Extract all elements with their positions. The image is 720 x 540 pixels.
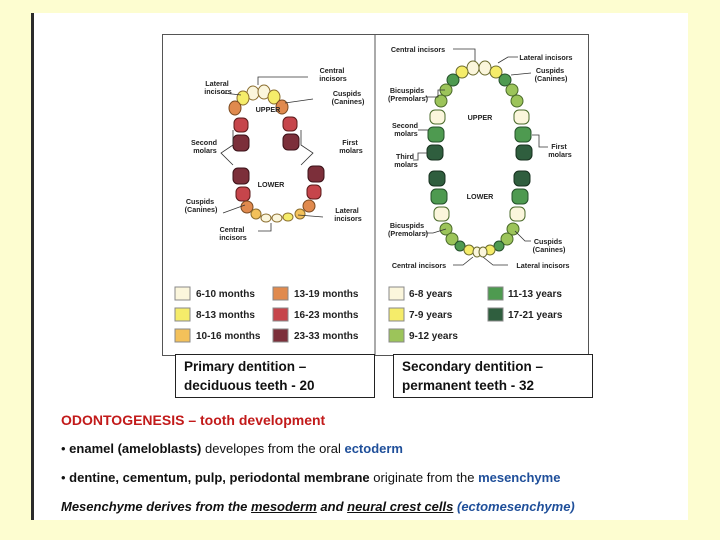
legend-swatch — [273, 287, 288, 300]
tooth — [431, 189, 447, 204]
legend-swatch — [273, 329, 288, 342]
heading-rest: – tooth development — [184, 412, 326, 428]
legend-swatch — [488, 287, 503, 300]
tooth — [295, 209, 305, 219]
legend-label: 13-19 months — [294, 289, 359, 300]
legend-swatch — [175, 329, 190, 342]
mesenchyme-term: mesenchyme — [478, 470, 561, 485]
primary-lateral-incisors-bottom-label: Lateral incisors — [334, 206, 362, 223]
neural-crest-term: neural crest cells — [347, 499, 454, 514]
secondary-dentition-caption — [393, 354, 593, 398]
primary-first-molars-label: First molars — [339, 138, 363, 155]
primary-cuspids-top-label: Cuspids (Canines) — [331, 89, 365, 106]
tooth — [510, 207, 525, 221]
tooth — [430, 110, 445, 124]
tooth — [464, 245, 474, 255]
legend-swatch — [389, 287, 404, 300]
primary-dentition-caption — [175, 354, 375, 398]
tooth — [308, 166, 324, 182]
tooth — [303, 200, 315, 212]
secondary-legend — [389, 287, 563, 342]
tooth — [427, 145, 443, 160]
tooth — [494, 241, 504, 251]
primary-cuspids-bottom-label: Cuspids (Canines) — [184, 197, 218, 214]
tooth — [233, 135, 249, 151]
primary-upper-label: UPPER — [255, 105, 281, 114]
legend-swatch — [389, 308, 404, 321]
mesoderm-term: mesoderm — [251, 499, 317, 514]
tooth — [272, 214, 282, 222]
secondary-lower-label: LOWER — [466, 192, 494, 201]
tooth — [283, 213, 293, 221]
dentition-figure — [162, 34, 589, 356]
tooth — [512, 189, 528, 204]
legend-label: 9-12 years — [409, 331, 458, 342]
ectoderm-term: ectoderm — [344, 441, 403, 456]
secondary-cuspids-bottom-label: Cuspids (Canines) — [532, 237, 566, 254]
legend-label: 23-33 months — [294, 331, 359, 342]
primary-lateral-incisors-top-label: Lateral incisors — [204, 79, 232, 96]
legend-label: 11-13 years — [508, 289, 562, 300]
legend-label: 16-23 months — [294, 310, 359, 321]
primary-second-molars-label: Second molars — [191, 138, 217, 155]
tooth — [514, 171, 530, 186]
tooth — [479, 247, 487, 257]
tooth — [283, 134, 299, 150]
tooth — [434, 207, 449, 221]
primary-legend — [175, 287, 359, 342]
tooth — [506, 84, 518, 96]
tooth — [233, 168, 249, 184]
legend-label: 6-10 months — [196, 289, 255, 300]
enamel-text: developes from the oral — [201, 441, 345, 456]
caption-line: Primary dentition – — [184, 359, 307, 374]
legend-label: 17-21 years — [508, 310, 563, 321]
secondary-third-molars-label: Third molars — [394, 152, 418, 169]
tooth — [251, 209, 261, 219]
secondary-lateral-incisors-bottom-label: Lateral incisors — [516, 261, 570, 270]
legend-label: 8-13 months — [196, 310, 255, 321]
secondary-central-incisors-bottom-label: Central incisors — [391, 261, 447, 270]
left-accent-bar — [31, 13, 34, 520]
mesenchyme-origin-line — [61, 499, 681, 514]
tooth — [234, 118, 248, 132]
tooth — [514, 110, 529, 124]
tooth — [236, 187, 250, 201]
legend-swatch — [488, 308, 503, 321]
secondary-first-molars-label: First molars — [548, 142, 572, 159]
primary-central-incisors-bottom-label: Central incisors — [219, 225, 247, 242]
legend-swatch — [273, 308, 288, 321]
legend-swatch — [389, 329, 404, 342]
legend-swatch — [175, 308, 190, 321]
heading-keyword: ODONTOGENESIS — [61, 412, 185, 428]
legend-swatch — [175, 287, 190, 300]
secondary-bicuspids-bottom-label: Bicuspids (Premolars) — [388, 221, 428, 238]
origin-and: and — [316, 499, 348, 514]
tooth — [515, 127, 531, 142]
dentine-bullet — [61, 470, 681, 485]
tooth — [283, 117, 297, 131]
tooth — [229, 101, 241, 115]
caption-line: permanent teeth - 32 — [402, 378, 535, 393]
secondary-upper-label: UPPER — [467, 113, 493, 122]
secondary-lateral-incisors-top-label: Lateral incisors — [519, 53, 573, 62]
secondary-central-incisors-top-label: Central incisors — [390, 45, 446, 54]
tooth — [241, 201, 253, 213]
legend-label: 10-16 months — [196, 331, 261, 342]
legend-label: 7-9 years — [409, 310, 453, 321]
dentition-svg — [163, 35, 588, 355]
tooth — [479, 61, 491, 75]
tooth — [261, 214, 271, 222]
secondary-second-molars-label: Second molars — [392, 121, 418, 138]
bullet-mark: • — [61, 470, 70, 485]
tooth — [429, 171, 445, 186]
enamel-bullet — [61, 441, 681, 456]
enamel-term: enamel (ameloblasts) — [69, 441, 202, 456]
odontogenesis-heading — [61, 412, 681, 428]
primary-central-incisors-top-label: Central incisors — [319, 66, 347, 83]
caption-line: Secondary dentition – — [402, 359, 544, 374]
ectomesenchyme-term: (ectomesenchyme) — [456, 499, 575, 514]
legend-label: 6-8 years — [409, 289, 453, 300]
caption-line: deciduous teeth - 20 — [184, 378, 315, 393]
tooth — [455, 241, 465, 251]
origin-text: Mesenchyme derives from the — [61, 499, 252, 514]
tooth — [511, 95, 523, 107]
secondary-bicuspids-top-label: Bicuspids (Premolars) — [388, 86, 428, 103]
secondary-cuspids-top-label: Cuspids (Canines) — [534, 66, 568, 83]
tooth — [467, 61, 479, 75]
dentine-terms: dentine, cementum, pulp, periodontal membrane — [69, 470, 370, 485]
bullet-mark: • — [61, 441, 70, 456]
primary-lower-label: LOWER — [257, 180, 285, 189]
tooth — [428, 127, 444, 142]
tooth — [516, 145, 532, 160]
dentine-text: originate from the — [369, 470, 479, 485]
tooth — [307, 185, 321, 199]
